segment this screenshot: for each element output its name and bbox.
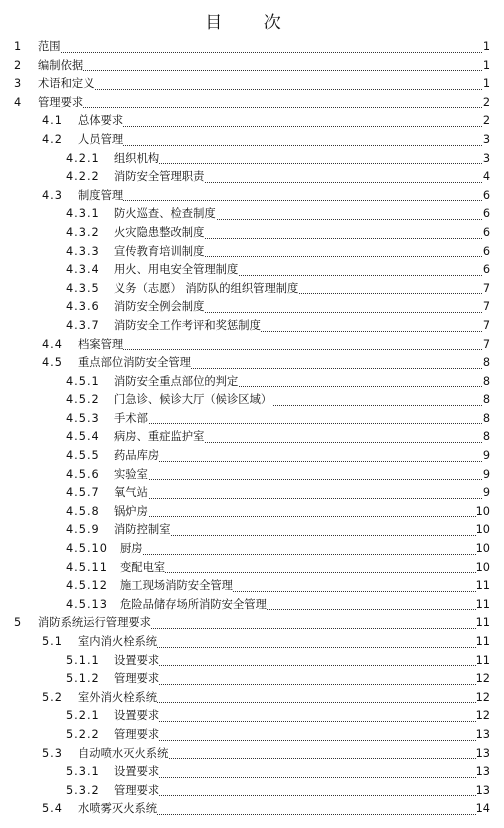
toc-entry-number: 4.5.3 xyxy=(66,411,100,425)
toc-entry-number: 4.5.13 xyxy=(66,597,108,611)
toc-page-number: 2 xyxy=(483,112,490,131)
toc-entry-label: 室内消火栓系统 xyxy=(78,633,157,652)
toc-entry[interactable] xyxy=(0,652,504,671)
toc-entry[interactable] xyxy=(0,57,504,76)
toc-entry-label: 设置要求 xyxy=(114,652,159,671)
table-of-contents xyxy=(0,38,504,819)
toc-entry-number: 4.5.1 xyxy=(66,374,100,388)
toc-entry[interactable] xyxy=(0,745,504,764)
toc-page-number: 12 xyxy=(476,670,490,689)
toc-page-number: 11 xyxy=(476,577,490,596)
toc-page-number: 12 xyxy=(476,707,490,726)
toc-entry[interactable] xyxy=(0,521,504,540)
toc-entry-label: 消防安全工作考评和奖惩制度 xyxy=(114,317,261,336)
toc-entry-number: 4.3.5 xyxy=(66,281,100,295)
toc-entry-label: 制度管理 xyxy=(78,187,123,206)
toc-entry-label: 管理要求 xyxy=(114,782,159,801)
toc-page-number: 13 xyxy=(476,782,490,801)
toc-entry[interactable] xyxy=(0,484,504,503)
toc-entry-number: 5.1.2 xyxy=(66,672,100,686)
toc-dot-leader xyxy=(120,559,484,578)
toc-entry-label: 水喷雾灭火系统 xyxy=(78,800,157,819)
toc-entry-label: 管理要求 xyxy=(114,670,159,689)
toc-entry-label: 防火巡查、检查制度 xyxy=(114,205,216,224)
toc-entry[interactable] xyxy=(0,410,504,429)
toc-entry-label: 变配电室 xyxy=(120,559,165,578)
toc-entry-number: 3 xyxy=(14,77,22,91)
toc-entry[interactable] xyxy=(0,131,504,150)
toc-entry[interactable] xyxy=(0,707,504,726)
toc-dot-leader xyxy=(114,707,484,726)
toc-entry-number: 4.5.7 xyxy=(66,486,100,500)
toc-entry[interactable] xyxy=(0,689,504,708)
toc-entry-label: 范围 xyxy=(38,38,61,57)
toc-entry-label: 实验室 xyxy=(114,466,148,485)
toc-dot-leader xyxy=(78,131,484,150)
toc-dot-leader xyxy=(114,763,484,782)
toc-entry-label: 病房、重症监护室 xyxy=(114,428,204,447)
toc-entry[interactable] xyxy=(0,94,504,113)
toc-entry[interactable] xyxy=(0,298,504,317)
toc-page-number: 13 xyxy=(476,745,490,764)
toc-entry[interactable] xyxy=(0,317,504,336)
toc-page-number: 6 xyxy=(483,187,490,206)
toc-entry-label: 人员管理 xyxy=(78,131,123,150)
toc-entry-label: 施工现场消防安全管理 xyxy=(120,577,233,596)
toc-page-number: 8 xyxy=(483,428,490,447)
toc-title: 目 次 xyxy=(205,13,299,33)
toc-entry-label: 药品库房 xyxy=(114,447,159,466)
toc-entry-number: 2 xyxy=(14,58,22,72)
toc-entry-number: 5.3.1 xyxy=(66,765,100,779)
toc-entry-label: 消防系统运行管理要求 xyxy=(38,614,151,633)
toc-dot-leader xyxy=(114,652,484,671)
toc-page-number: 14 xyxy=(476,800,490,819)
toc-page-number: 1 xyxy=(483,38,490,57)
toc-dot-leader xyxy=(38,75,484,94)
toc-entry-number: 4 xyxy=(14,95,22,109)
toc-page-number: 3 xyxy=(483,131,490,150)
toc-page-number: 10 xyxy=(476,559,490,578)
toc-entry-number: 4.2 xyxy=(42,132,63,146)
toc-entry-label: 危险品储存场所消防安全管理 xyxy=(120,596,267,615)
toc-entry-label: 消防安全例会制度 xyxy=(114,298,204,317)
toc-entry-number: 5.4 xyxy=(42,802,63,816)
toc-page-number: 7 xyxy=(483,298,490,317)
toc-page-number: 4 xyxy=(483,168,490,187)
toc-entry-number: 4.1 xyxy=(42,114,63,128)
toc-page-number: 8 xyxy=(483,410,490,429)
toc-entry-label: 锅炉房 xyxy=(114,503,148,522)
toc-entry-label: 总体要求 xyxy=(78,112,123,131)
toc-entry-number: 4.5.8 xyxy=(66,504,100,518)
toc-page-number: 8 xyxy=(483,354,490,373)
toc-entry-label: 火灾隐患整改制度 xyxy=(114,224,204,243)
toc-dot-leader xyxy=(114,670,484,689)
toc-entry-number: 5.2.1 xyxy=(66,709,100,723)
toc-entry[interactable] xyxy=(0,354,504,373)
toc-page-number: 7 xyxy=(483,336,490,355)
toc-page-number: 10 xyxy=(476,503,490,522)
toc-page-number: 8 xyxy=(483,373,490,392)
toc-dot-leader xyxy=(120,540,484,559)
toc-dot-leader xyxy=(38,94,484,113)
toc-page-number: 10 xyxy=(476,521,490,540)
toc-entry-number: 4.2.1 xyxy=(66,151,100,165)
toc-page-number: 11 xyxy=(476,633,490,652)
toc-page-number: 9 xyxy=(483,447,490,466)
toc-entry-label: 消防控制室 xyxy=(114,521,171,540)
toc-page-number: 3 xyxy=(483,150,490,169)
toc-entry-number: 4.5.11 xyxy=(66,560,108,574)
toc-entry-number: 4.3.7 xyxy=(66,318,100,332)
toc-dot-leader xyxy=(114,484,484,503)
toc-dot-leader xyxy=(114,466,484,485)
toc-entry[interactable] xyxy=(0,261,504,280)
toc-entry-label: 重点部位消防安全管理 xyxy=(78,354,191,373)
toc-page-number: 12 xyxy=(476,689,490,708)
toc-entry-number: 5.1 xyxy=(42,635,63,648)
toc-entry-number: 5.2.2 xyxy=(66,727,100,741)
toc-entry[interactable] xyxy=(0,336,504,355)
toc-entry[interactable] xyxy=(0,614,504,633)
toc-entry[interactable] xyxy=(0,373,504,392)
toc-entry[interactable] xyxy=(0,187,504,206)
toc-entry[interactable] xyxy=(0,280,504,299)
toc-dot-leader xyxy=(114,447,484,466)
toc-entry-number: 4.5.5 xyxy=(66,449,100,463)
toc-entry-label: 设置要求 xyxy=(114,707,159,726)
toc-page-number: 7 xyxy=(483,280,490,299)
toc-entry-number: 4.3.3 xyxy=(66,244,100,258)
toc-entry-number: 5.3 xyxy=(42,746,63,760)
toc-entry[interactable] xyxy=(0,726,504,745)
toc-page-number: 10 xyxy=(476,540,490,559)
toc-entry-number: 4.5 xyxy=(42,356,63,370)
toc-entry-number: 4.3 xyxy=(42,188,63,202)
toc-entry-number: 4.3.4 xyxy=(66,263,100,277)
toc-entry[interactable] xyxy=(0,150,504,169)
toc-entry-label: 术语和定义 xyxy=(38,75,95,94)
toc-page-number: 11 xyxy=(476,596,490,615)
toc-dot-leader xyxy=(114,726,484,745)
toc-entry[interactable] xyxy=(0,428,504,447)
toc-page-number: 6 xyxy=(483,224,490,243)
toc-page-number: 8 xyxy=(483,391,490,410)
toc-entry-number: 4.3.2 xyxy=(66,225,100,239)
toc-entry-number: 4.3.6 xyxy=(66,300,100,314)
toc-entry-label: 自动喷水灭火系统 xyxy=(78,745,168,764)
toc-entry[interactable] xyxy=(0,577,504,596)
toc-entry-number: 4.5.6 xyxy=(66,467,100,481)
toc-entry-label: 组织机构 xyxy=(114,150,159,169)
toc-entry[interactable] xyxy=(0,205,504,224)
toc-entry-number: 4.5.2 xyxy=(66,393,100,407)
toc-dot-leader xyxy=(78,112,484,131)
toc-entry-label: 管理要求 xyxy=(38,94,83,113)
toc-entry[interactable] xyxy=(0,633,504,652)
toc-entry-label: 厨房 xyxy=(120,540,143,559)
toc-entry-label: 设置要求 xyxy=(114,763,159,782)
toc-entry-label: 宣传教育培训制度 xyxy=(114,243,204,262)
toc-page-number: 6 xyxy=(483,243,490,262)
toc-page-number: 1 xyxy=(483,57,490,76)
toc-entry[interactable] xyxy=(0,168,504,187)
toc-entry[interactable] xyxy=(0,112,504,131)
toc-entry-label: 氧气站 xyxy=(114,484,148,503)
toc-entry-label: 消防安全重点部位的判定 xyxy=(114,373,238,392)
toc-entry-number: 5 xyxy=(14,616,22,630)
toc-entry-number: 5.1.1 xyxy=(66,653,100,667)
toc-entry-number: 4.2.2 xyxy=(66,170,100,184)
toc-entry-label: 编制依据 xyxy=(38,57,83,76)
toc-entry[interactable] xyxy=(0,559,504,578)
toc-entry-number: 4.3.1 xyxy=(66,207,100,221)
toc-dot-leader xyxy=(114,782,484,801)
toc-dot-leader xyxy=(114,410,484,429)
toc-page-number: 11 xyxy=(476,614,490,633)
toc-dot-leader xyxy=(38,38,484,57)
toc-entry[interactable] xyxy=(0,224,504,243)
toc-entry-label: 室外消火栓系统 xyxy=(78,689,157,708)
toc-page-number: 6 xyxy=(483,205,490,224)
toc-entry-number: 4.5.9 xyxy=(66,523,100,537)
toc-dot-leader xyxy=(78,336,484,355)
toc-entry-label: 用火、用电安全管理制度 xyxy=(114,261,238,280)
toc-entry[interactable] xyxy=(0,800,504,819)
toc-page-number: 9 xyxy=(483,484,490,503)
toc-entry-number: 1 xyxy=(14,40,22,53)
toc-dot-leader xyxy=(38,57,484,76)
toc-entry[interactable] xyxy=(0,447,504,466)
toc-page-number: 13 xyxy=(476,763,490,782)
toc-page-number: 6 xyxy=(483,261,490,280)
toc-page-number: 7 xyxy=(483,317,490,336)
toc-entry-label: 义务（志愿） 消防队的组织管理制度 xyxy=(114,280,298,299)
toc-entry[interactable] xyxy=(0,763,504,782)
toc-entry[interactable] xyxy=(0,391,504,410)
toc-entry[interactable] xyxy=(0,243,504,262)
toc-entry[interactable] xyxy=(0,596,504,615)
toc-page-number: 13 xyxy=(476,726,490,745)
toc-entry-label: 管理要求 xyxy=(114,726,159,745)
toc-entry[interactable] xyxy=(0,503,504,522)
toc-entry[interactable] xyxy=(0,466,504,485)
toc-dot-leader xyxy=(114,503,484,522)
toc-dot-leader xyxy=(78,187,484,206)
toc-entry-number: 5.3.2 xyxy=(66,783,100,797)
toc-page-number: 1 xyxy=(483,75,490,94)
toc-entry-number: 5.2 xyxy=(42,690,63,704)
toc-entry-number: 4.5.12 xyxy=(66,579,108,593)
toc-entry-label: 门急诊、候诊大厅（候诊区域） xyxy=(114,391,272,410)
toc-dot-leader xyxy=(114,150,484,169)
toc-page-number: 2 xyxy=(483,94,490,113)
toc-entry-number: 4.4 xyxy=(42,337,63,351)
toc-page-number: 9 xyxy=(483,466,490,485)
toc-entry[interactable] xyxy=(0,670,504,689)
toc-entry[interactable] xyxy=(0,75,504,94)
toc-page-number: 11 xyxy=(476,652,490,671)
toc-entry-number: 4.5.10 xyxy=(66,542,108,556)
toc-entry[interactable] xyxy=(0,782,504,801)
toc-entry[interactable] xyxy=(0,38,504,57)
toc-entry-label: 档案管理 xyxy=(78,336,123,355)
toc-entry-label: 消防安全管理职责 xyxy=(114,168,204,187)
toc-entry-number: 4.5.4 xyxy=(66,430,100,444)
toc-entry-label: 手术部 xyxy=(114,410,148,429)
toc-entry[interactable] xyxy=(0,540,504,559)
